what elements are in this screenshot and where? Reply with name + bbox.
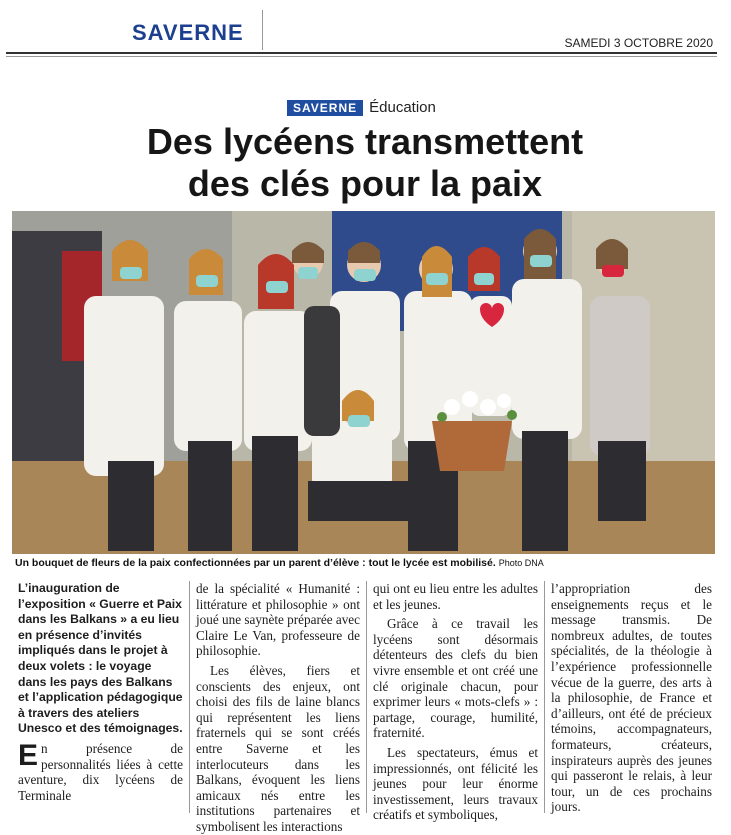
section-name: Éducation <box>369 99 436 116</box>
headline-line-2: des clés pour la paix <box>187 163 543 204</box>
paragraph: Grâce à ce travail les lycéens sont désormais détenteurs des clefs du bien vivre ensemble et ont créé une clé originale chacun, pour exprimer leurs « mots-clefs » : partage, courage, humilité, fraternité. <box>373 616 538 741</box>
photo-credit: Photo DNA <box>498 558 544 568</box>
column-1 <box>12 581 189 813</box>
column-3 <box>366 581 544 823</box>
header-rule-thin <box>6 56 717 57</box>
paragraph-intro <box>18 738 183 803</box>
paragraph: de la spécialité « Humanité : littérature et philosophie » ont joué une saynète préparée avec Claire Le Van, professeure de philosophie. <box>196 581 361 659</box>
masthead-title: SAVERNE <box>132 20 244 45</box>
article-headline <box>60 121 670 205</box>
section-kicker <box>287 99 436 116</box>
header-rule <box>6 52 717 54</box>
drop-cap: E <box>18 738 39 772</box>
group-photo-illustration <box>12 211 715 554</box>
photo-caption <box>15 557 715 569</box>
publication-date: SAMEDI 3 OCTOBRE 2020 <box>564 36 713 50</box>
caption-text: Un bouquet de fleurs de la paix confectionnées par un parent d’élève : tout le lycée est mobilisé. <box>15 557 496 569</box>
paragraph: l’appropriation des enseignements reçus et le message transmis. De nombreux adultes, de toutes spécialités, de la théologie à l’expérience professionnelle vécue de la guerre, des arts à la philosophie, de France et d’ailleurs, ont été de précieux témoins, accompagnateurs, formateurs, créateurs, inspirateurs auprès des jeunes qui passeront le relais, à leur tour, un de ces prochains jours. <box>551 581 712 815</box>
article-body <box>12 581 718 834</box>
paragraph: Les élèves, fiers et conscients des enjeux, ont choisi des fils de laine blancs qui représentent les liens fraternels qui se sont créés entre Saverne et les interlocuteurs dans les Balkans, évoquent les liens amicaux nés entre les institutions partenaires et symbolisent les interactions <box>196 662 360 834</box>
masthead-divider <box>262 10 263 50</box>
article-photo <box>12 211 715 554</box>
paragraph: qui ont eu lieu entre les adultes et les jeunes. <box>373 581 538 612</box>
column-4 <box>544 581 718 813</box>
article-lead: L’inauguration de l’exposition « Guerre et Paix dans les Balkans » a eu lieu en présence d’invités impliqués dans le projet à deux volets : le voyage dans les pays des Balkans et l’application pédagogique à travers des ateliers Unesco et des témoignages. <box>18 581 183 736</box>
section-badge: SAVERNE <box>287 100 363 116</box>
column-2 <box>189 581 366 834</box>
paragraph: Les spectateurs, émus et impressionnés, ont félicité les jeunes pour leur énorme investissement, leurs travaux créatifs et symboliques, <box>373 744 538 823</box>
headline-line-1: Des lycéens transmettent <box>146 121 584 162</box>
paragraph-intro-text: n présence de personnalités liées à cette aventure, dix lycéens de Terminale <box>18 740 183 803</box>
